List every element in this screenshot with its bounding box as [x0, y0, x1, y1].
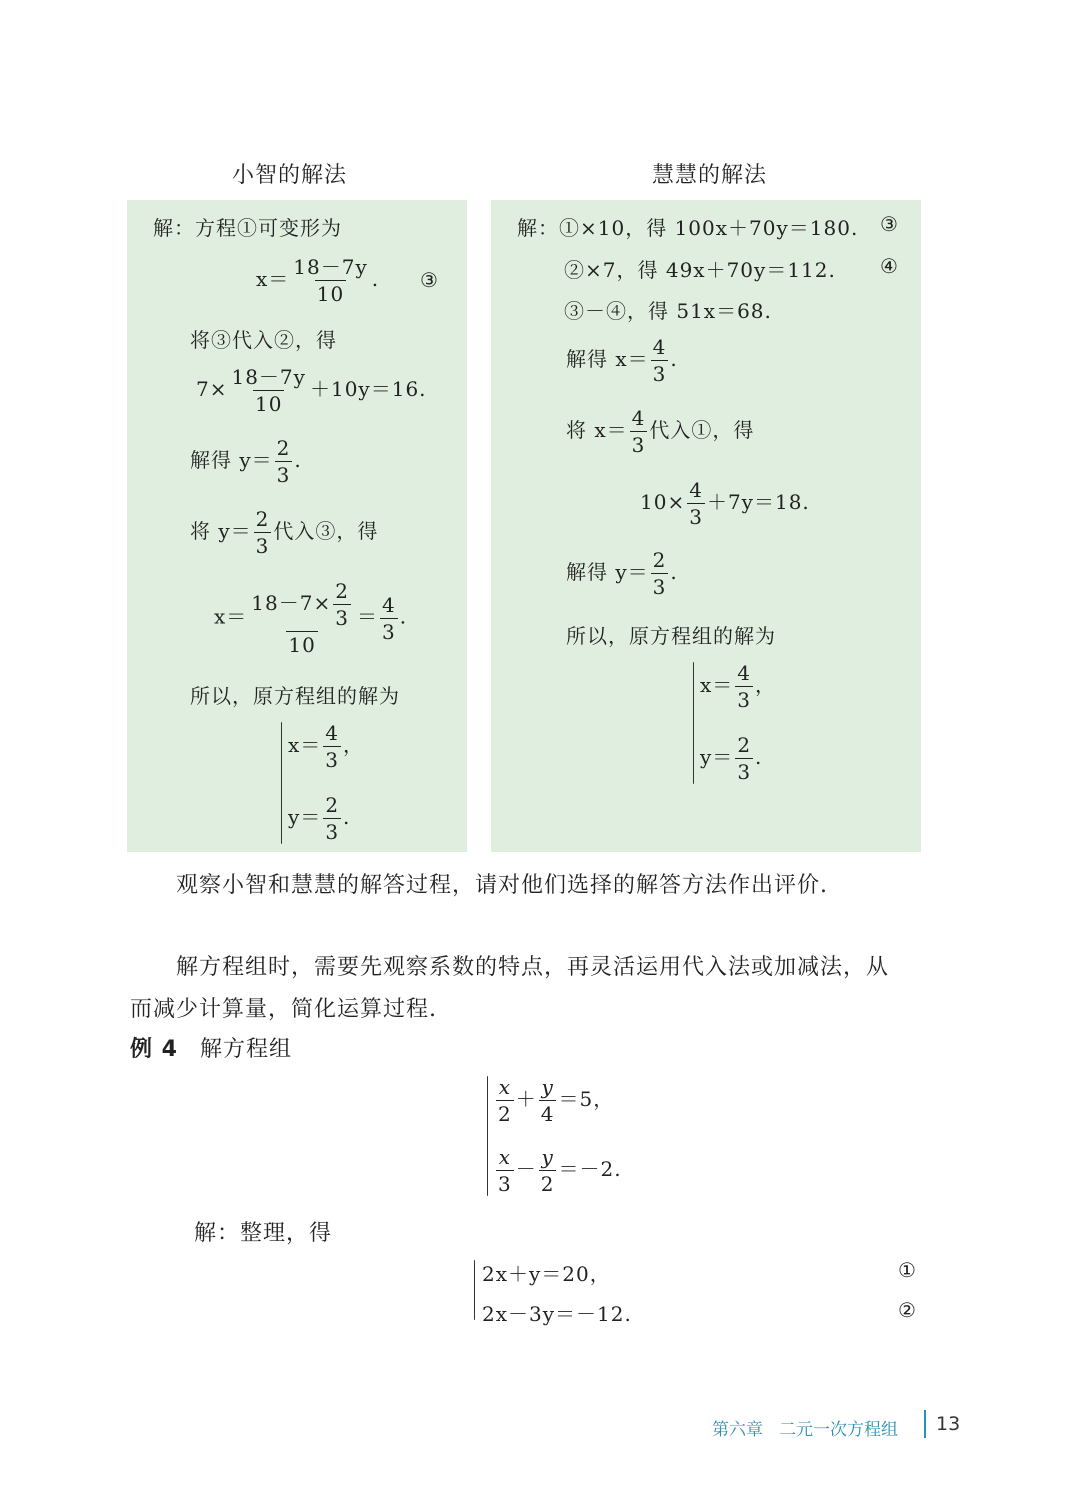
- example-4-heading: [130, 1032, 292, 1063]
- page-number: 13: [936, 1413, 961, 1435]
- right-line-7: 解得 y＝ $\frac{2}{3}$ .: [566, 548, 678, 599]
- example-eq-1: $\frac{x}{2}$ ＋ $\frac{y}{4}$ ＝5，: [498, 1075, 615, 1126]
- left-line-5: 解得 y＝ $\frac{2}{3}$ .: [190, 436, 302, 487]
- left-solution-y: y＝ $\frac{2}{3}$ .: [288, 793, 351, 844]
- result-system-brace: [474, 1260, 475, 1320]
- right-solution-y: y＝ $\frac{2}{3}$ .: [700, 733, 763, 784]
- observe-prompt: 观察小智和慧慧的解答过程，请对他们选择的解答方法作出评价.: [176, 873, 828, 898]
- left-line-7: x＝ 18－7× $\frac{2}{3}$ 10 ＝ $\frac{4}{3}$ .: [214, 579, 408, 657]
- right-line-1: 解：①×10，得 100x＋70y＝180.: [517, 216, 859, 240]
- right-tag-4: ④: [880, 254, 899, 278]
- right-line-3: ③－④，得 51x＝68.: [564, 299, 772, 323]
- right-solution-x: x＝ $\frac{4}{3}$ ，: [700, 661, 777, 712]
- left-line-2: x＝ $\frac{18-7y}{10}$ .: [256, 255, 380, 306]
- example-text: 解方程组: [199, 1037, 292, 1062]
- left-line-1: 解：方程①可变形为: [153, 216, 342, 240]
- left-line-6: 将 y＝ $\frac{2}{3}$ 代入③，得: [190, 507, 379, 558]
- result-eq-1: 2x＋y＝20，: [482, 1262, 611, 1286]
- right-line-4: 解得 x＝ $\frac{4}{3}$ .: [566, 335, 678, 386]
- left-solution-x: x＝ $\frac{4}{3}$ ，: [288, 721, 365, 772]
- solution-intro: 解：整理，得: [194, 1221, 333, 1246]
- right-tag-3: ③: [880, 212, 899, 236]
- result-eq-2: 2x－3y＝－12.: [482, 1302, 632, 1326]
- left-line-4: 7× $\frac{18-7y}{10}$ ＋10y＝16.: [196, 365, 427, 416]
- right-system-brace: [693, 662, 694, 784]
- left-tag-3: ③: [420, 268, 439, 292]
- right-line-2: ②×7，得 49x＋70y＝112.: [564, 258, 836, 282]
- example-system-brace: [487, 1076, 488, 1196]
- result-tag-2: ②: [898, 1298, 917, 1322]
- left-method-title: 小智的解法: [232, 163, 348, 188]
- right-line-6: 10× $\frac{4}{3}$ ＋7y＝18.: [640, 478, 810, 529]
- paragraph-line-1: 解方程组时，需要先观察系数的特点，再灵活运用代入法或加减法，从: [176, 955, 890, 980]
- right-line-5: 将 x＝ $\frac{4}{3}$ 代入①，得: [566, 406, 755, 457]
- footer-chapter: 第六章 二元一次方程组: [712, 1420, 898, 1440]
- right-method-title: 慧慧的解法: [652, 163, 768, 188]
- left-line-3: 将③代入②，得: [190, 328, 337, 352]
- result-tag-1: ①: [898, 1258, 917, 1282]
- footer-divider: [924, 1410, 926, 1438]
- example-eq-2: $\frac{x}{3}$ － $\frac{y}{2}$ ＝－2.: [498, 1145, 622, 1196]
- left-line-8: 所以，原方程组的解为: [190, 684, 400, 708]
- paragraph-line-2: 而减少计算量，简化运算过程.: [130, 997, 437, 1022]
- left-system-brace: [281, 722, 282, 844]
- example-label: 例 4: [130, 1037, 178, 1062]
- right-line-8: 所以，原方程组的解为: [566, 624, 776, 648]
